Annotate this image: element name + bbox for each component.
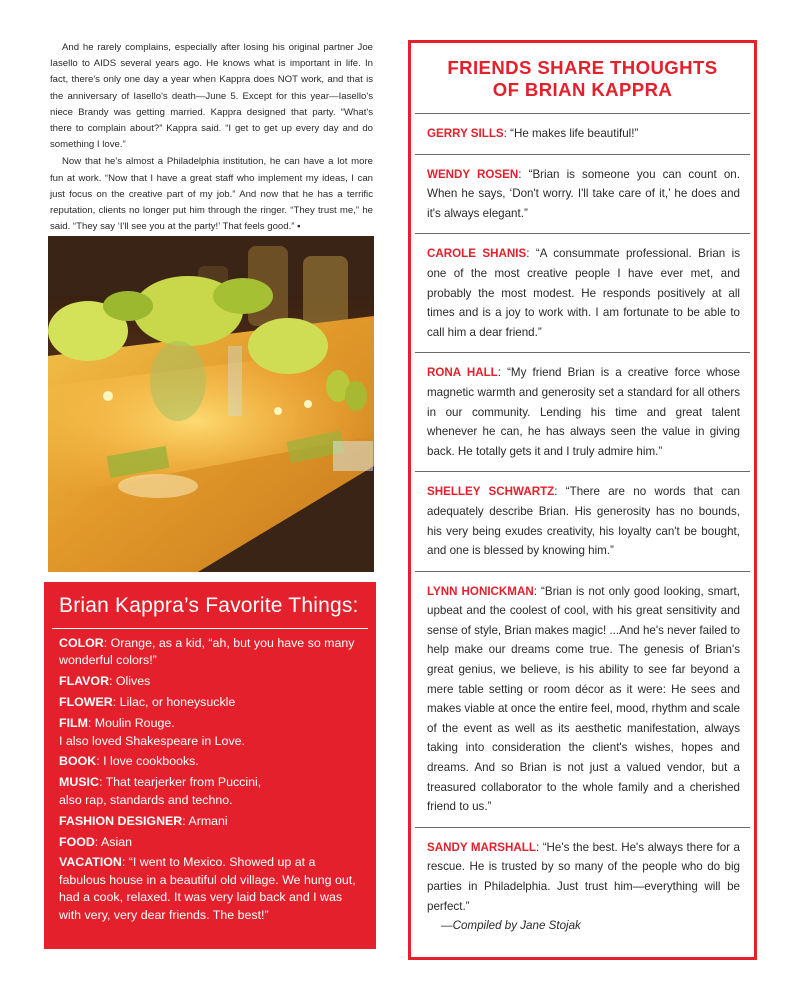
quote-author: GERRY SILLS xyxy=(427,127,504,140)
article-text xyxy=(50,40,373,236)
quote-text: : “There are no words that can adequately describe Brian. His generosity has no bounds, his very being exudes creativity, his loyalty can't be bought, and one is blessed by knowing him.” xyxy=(427,485,740,558)
favorite-value-extra: I also loved Shakespeare in Love. xyxy=(59,733,245,748)
favorite-item-film xyxy=(59,715,364,750)
favorite-key: FASHION DESIGNER xyxy=(59,813,183,828)
quote-author: RONA HALL xyxy=(427,366,498,380)
favorite-item-flower xyxy=(59,694,364,711)
favorite-item-vacation xyxy=(59,854,364,924)
quote-text: : “He makes life beautiful!” xyxy=(503,127,639,140)
quote-author: SHELLEY SCHWARTZ xyxy=(427,485,555,499)
favorite-item-color xyxy=(59,635,364,670)
quote-carole-shanis xyxy=(411,234,754,352)
favorite-value: : Asian xyxy=(94,834,132,849)
favorite-item-food xyxy=(59,834,364,851)
article-paragraph-1: And he rarely complains, especially after losing his original partner Joe Iasello to AIDS several years ago. He knows what is important in life. In fact, there's only one day a year when Kappra does NOT work, and that is the anniversary of Iasello's death—June 5. Except for this year—Iasello's niece Brandy was getting married. Kappra designed that party. “What's there to complain about?” Kappra said. “I get to get up every day and do something I love.” xyxy=(50,42,373,151)
quote-text: : “My friend Brian is a creative force whose magnetic warmth and generosity set a standard for all others in our community. Lending his time and great talent whenever he can, he has always seen the value in giving back. He totally gets it and I truly admire him.” xyxy=(427,366,740,458)
favorite-key: FILM xyxy=(59,716,88,731)
table-setting-photo xyxy=(48,236,374,572)
favorite-key: MUSIC xyxy=(59,775,99,790)
quote-gerry-sills xyxy=(411,114,754,154)
favorite-value: : Armani xyxy=(182,813,228,828)
quotes-title-line-2: OF BRIAN KAPPRA xyxy=(492,79,673,100)
favorite-value: : Moulin Rouge. xyxy=(87,716,175,731)
quote-text: : “Brian is not only good looking, smart, upbeat and the coolest of cool, with his great sensitivity and sense of style, Brian makes magic! ...And he's never failed to help make our dreams come true. The genesis of Brian's great genius, we believe, is his ability to see far beyond a mere table setting or room décor as it were: He sees and makes viable at once the entire feel, mood, rhythm and scale of the event as well as its aesthetic manifestation, always taking into consideration the client's wishes, hopes and dreams. And so Brian is not just a valued vendor, but a treasured collaborator to the whole family and a cherished friend to us.” xyxy=(427,584,740,814)
favorite-value: : That tearjerker from Puccini, xyxy=(98,775,262,790)
favorite-value-extra: also rap, standards and techno. xyxy=(59,792,233,807)
favorite-value: : Lilac, or honeysuckle xyxy=(112,695,236,710)
favorite-things-title: Brian Kappra’s Favorite Things: xyxy=(59,594,359,617)
favorite-value: : Olives xyxy=(109,674,151,689)
quote-author: LYNN HONICKMAN xyxy=(427,584,534,598)
friends-quotes-box xyxy=(408,40,757,960)
favorite-item-book xyxy=(59,753,364,770)
favorite-things-box xyxy=(44,582,376,949)
favorite-value: : “I went to Mexico. Showed up at a fabulous house in a beautiful old village. We hung out, had a cook, relaxed. It was very laid back and I was with very, very dear friends. The best!” xyxy=(59,855,356,922)
favorite-key: VACATION xyxy=(59,855,122,870)
quote-author: WENDY ROSEN xyxy=(427,167,519,181)
favorite-things-divider xyxy=(52,628,368,629)
favorite-item-fashion-designer xyxy=(59,813,364,830)
favorite-item-music xyxy=(59,774,364,809)
quotes-credit: —Compiled by Jane Stojak xyxy=(441,919,581,933)
quote-text: : “He's the best. He's always there for a rescue. He is trusted by so many of the people who do big parties in Philadelphia. Just trust him—everything will be perfect.” xyxy=(427,840,741,913)
quote-shelley-schwartz xyxy=(411,472,754,570)
quote-text: : “Brian is someone you can count on. When he says, ‘Don't worry. I'll take care of it,’ he does and it's always elegant.” xyxy=(427,167,740,220)
quotes-title-line-1: FRIENDS SHARE THOUGHTS xyxy=(447,57,718,78)
quote-text: : “A consummate professional. Brian is one of the most creative people I have ever met, and probably the most modest. He responds positively at all times and is a joy to work with. I am fortunate to be able to call him a dear friend.” xyxy=(427,247,741,339)
article-paragraph-2: Now that he's almost a Philadelphia institution, he can have a lot more fun at work. “Now that I have a great staff who implement my ideas, I can just focus on the creative part of my job.” And now that he has a terrific reputation, clients no longer put him through the ringer. “They trust me,” he said. “They say ‘I'll see you at the party!’ That feels good.” ▪ xyxy=(50,156,373,233)
favorite-key: FLOWER xyxy=(59,695,113,710)
favorite-item-flavor xyxy=(59,673,364,690)
quote-author: CAROLE SHANIS xyxy=(427,247,527,261)
favorite-key: BOOK xyxy=(59,754,97,769)
favorite-things-list xyxy=(59,635,364,928)
favorite-key: FOOD xyxy=(59,834,95,849)
favorite-value: : Orange, as a kid, “ah, but you have so many wonderful colors!” xyxy=(59,636,355,668)
favorite-key: FLAVOR xyxy=(59,674,110,689)
quote-lynn-honickman xyxy=(411,572,754,827)
quote-sandy-marshall xyxy=(411,828,754,946)
favorite-key: COLOR xyxy=(59,636,104,650)
quote-wendy-rosen xyxy=(411,155,754,234)
quote-rona-hall xyxy=(411,353,754,471)
quote-author: SANDY MARSHALL xyxy=(427,840,536,854)
favorite-value: : I love cookbooks. xyxy=(96,754,199,769)
quotes-title xyxy=(411,43,754,113)
